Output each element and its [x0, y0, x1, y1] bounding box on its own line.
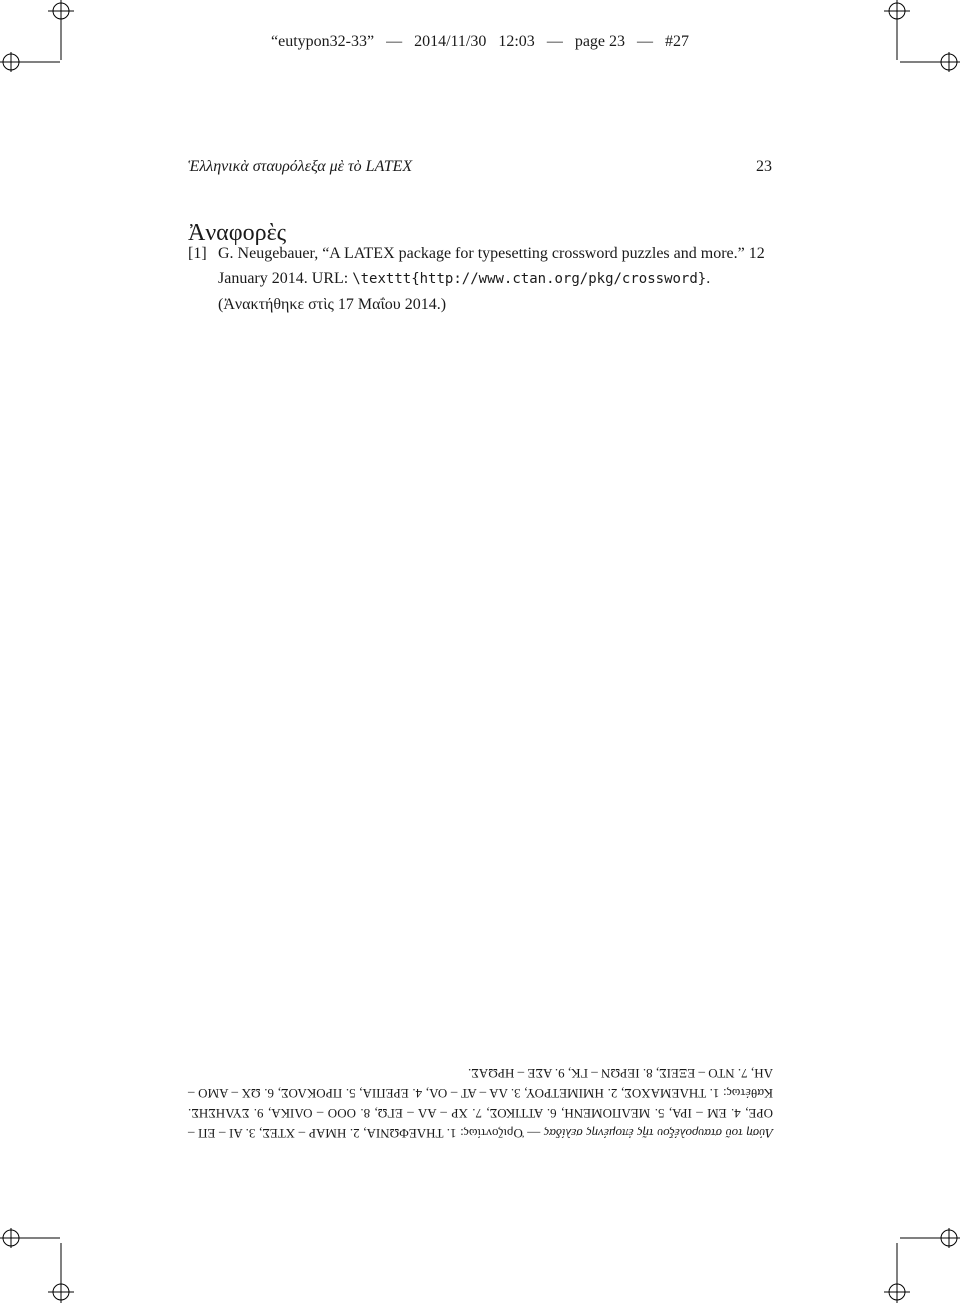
reference-item: [188, 241, 774, 317]
reference-text: G. Neugebauer, “A LATEX package for typesetting crossword puzzles and more.” 12 January 2014. URL: \texttt{http://www.ctan.org/pkg/crossword}. (Ἀνακτήθηκε στὶς 17 Μαΐου 2014.): [218, 245, 765, 313]
reference-url[interactable]: \texttt{http://www.ctan.org/pkg/crossword}: [352, 271, 707, 287]
crossword-solution: [188, 1063, 773, 1143]
crop-mark-bottom-left: [40, 1243, 84, 1303]
running-head-title: Ἑλληνικὰ σταυρόλεξα μὲ τὸ LATEX: [188, 158, 413, 175]
job-date: 2014/11/30: [414, 33, 487, 50]
running-head: [188, 158, 772, 176]
job-name: “eutypon32-33”: [270, 33, 375, 50]
job-page: page 23: [574, 33, 626, 50]
reference-number: [1]: [188, 245, 207, 262]
crop-mark-bottom-right: [876, 1243, 920, 1303]
job-time: 12:03: [498, 33, 535, 50]
job-header: “eutypon32-33” — 2014/11/30 12:03 — page 23 — #27: [270, 33, 690, 50]
reference-list: [188, 241, 774, 317]
section-title: Ἀναφορὲς: [188, 219, 287, 246]
solution-label: Λύση τοῦ σταυρολέξου τῆς ἑπομένης σελίδας: [543, 1126, 773, 1141]
solution-text: — Ὁριζοντίως: 1. ΤΗΛΕΦΩΝΙΑ, 2. ΗΜΑΡ – ΧΤΕΣ, 3. ΑΙ – ΕΠ – ΟΡΕ, 4. ΕΜ – ΙΡΑ, 5. ΜΕΛΠΟΜΕΝΗ, 6. ΑΤΤΙΚΟΣ, 7. ΧΡ – ΑΛ – ΕΓΩ, 8. ΟΟΟ – ΟΛΙΚΑ, 9. ΣΥΛΗΣΗΣ. Καθέτως: 1. ΤΗΛΕΜΑΧΟΣ, 2. ΗΜΙΜΕΤΡΟΥ, 3. ΛΑ – ΑΤ – ΟΛ, 4. ΕΡΕΠΙΑ, 5. ΠΡΟΚΛΟΣ, 6. ΩΧ – ΑΜΟ – ΛΗ, 7. ΝΤΟ – ΕΞΕΙΣ, 8. ΙΕΡΩΝ – ΓΚ, 9. ΑΣΕ – ΗΡΩΑΣ.: [188, 1066, 773, 1141]
page-number: 23: [756, 158, 772, 175]
job-number: #27: [665, 33, 690, 50]
